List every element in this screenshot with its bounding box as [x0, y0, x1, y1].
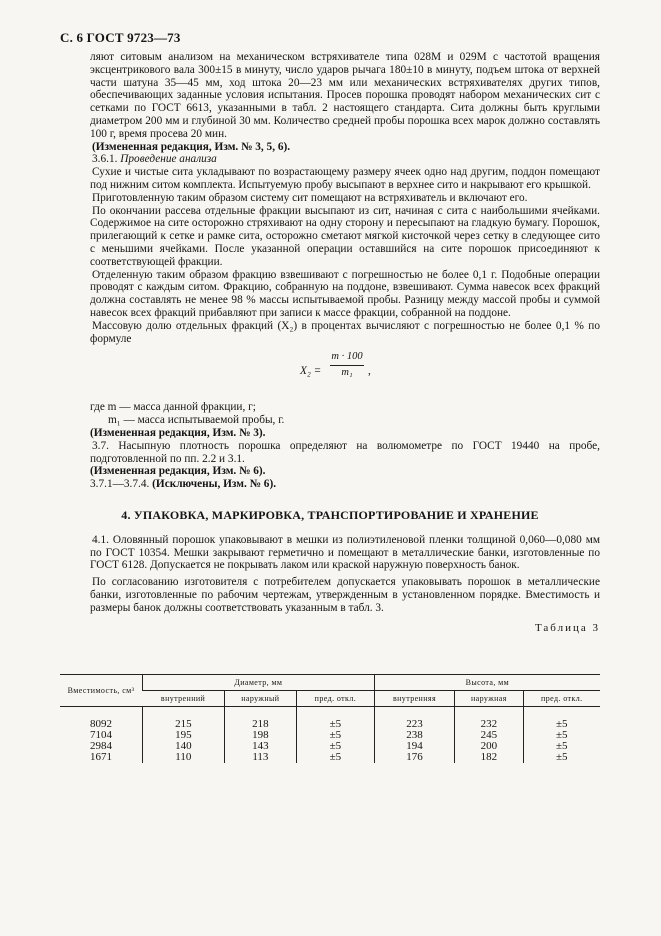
table-cell: ±5	[523, 707, 600, 731]
table-cell: 238	[374, 730, 454, 741]
table-cell: 194	[374, 741, 454, 752]
table-cell: 195	[143, 730, 225, 741]
subheader: внутренний	[143, 691, 225, 707]
paragraph: Массовую долю отдельных фракций (X₂) в процентах вычисляют с погрешностью не более 0,1 % по формуле	[90, 319, 600, 345]
table-cell: 110	[143, 752, 225, 763]
table-caption: Таблица 3	[534, 622, 600, 635]
table-cell: 223	[374, 707, 454, 731]
table-row	[60, 707, 600, 731]
formula-denominator: m₁	[341, 367, 353, 379]
paragraph: По согласованию изготовителя с потребителем допускается упаковывать порошок в металлические банки, изготовленные по рабочим чертежам, утвержденным в установленном порядке. Вместимость и размеры банок должны соответствовать указанным в табл. 3.	[90, 576, 600, 614]
paragraph: По окончании рассева отдельные фракции высыпают из сит, начиная с сита с наибольшими ячейками. Содержимое на сите осторожно стряхивают на одну сторону и пересыпают на гладкую бумагу. Порошок, прилегающий к сетке и рамке сита, осторожно сметают мягкой кисточкой через сетку в следующее сито с меньшими ячейками. После указанной операции оставшийся на сите порошок присоединяют к соответствующей фракции.	[90, 204, 600, 268]
subsection-title: Проведение анализа	[120, 153, 217, 166]
subheader: наружная	[455, 691, 523, 707]
excluded-note	[90, 478, 600, 491]
table-cell: 7104	[90, 729, 112, 741]
edit-note: (Измененная редакция, Изм. № 3, 5, 6).	[92, 140, 291, 153]
table-cell: ±5	[523, 741, 600, 752]
table-3	[60, 674, 600, 763]
table-cell: 200	[455, 741, 523, 752]
subheader: пред. откл.	[297, 691, 375, 707]
subheader: пред. откл.	[523, 691, 600, 707]
fraction-bar	[330, 365, 364, 366]
formula-fraction	[330, 351, 364, 380]
paragraph: ляют ситовым анализом на механическом встряхивателе типа 028М и 029М с частотой вращения эксцентрикового вала 300±15 в минуту, число ударов рычага 180±10 в минуту, подъем штока от верхней части шатуна 35—45 мм, ход штока 20—23 мм или механических встряхивателях других типов, обеспечивающих заданные условия испытания. Просев порошка проводят набором механических сит с сетками по ГОСТ 6613, указанными в табл. 2 настоящего стандарта. Сита должны быть круглыми диаметром 200 мм и глубиной 30 мм. Количество средней пробы порошка всех марок должно составлять 100 г, время просева 20 мин.	[90, 51, 600, 140]
table-cell: ±5	[297, 707, 375, 731]
excluded-items: 3.7.1—3.7.4.	[90, 478, 150, 491]
table-cell: 143	[224, 741, 296, 752]
table-cell: 245	[455, 730, 523, 741]
table-cell: 140	[143, 741, 225, 752]
header-capacity: Вместимость, см³	[60, 675, 143, 707]
where-line: m₁ — масса испытываемой пробы, г.	[108, 414, 285, 427]
formula	[90, 351, 600, 395]
subsection-number: 3.6.1.	[92, 153, 118, 166]
table-cell: 8092	[90, 718, 112, 730]
table-cell: 182	[455, 752, 523, 763]
section-title: 4. УПАКОВКА, МАРКИРОВКА, ТРАНСПОРТИРОВАНИЕ И ХРАНЕНИЕ	[121, 507, 539, 522]
where-line: где m — масса данной фракции, г;	[90, 401, 256, 414]
table-cell: 218	[224, 707, 296, 731]
paragraph: Отделенную таким образом фракцию взвешивают с погрешностью не более 0,1 г. Подобные операции проводят с каждым ситом. Фракцию, собранную на поддоне, взвешивают. Сумма навесок всех фракций должна составлять не менее 98 % массы испытываемой пробы. Разницу между массой пробы и суммой навесок всех фракций прибавляют при записи к массе фракции, собранной на поддоне.	[90, 268, 600, 319]
formula-tail: ,	[368, 365, 371, 378]
table-cell: 232	[455, 707, 523, 731]
subheader: наружный	[224, 691, 296, 707]
paragraph: 4.1. Оловянный порошок упаковывают в мешки из полиэтиленовой пленки толщиной 0,060—0,080 мм по ГОСТ 10354. Мешки закрывают герметично и помещают в металлические банки, изготовленные по ГОСТ 6128. Допускается не покрывать лаком или краской наружную поверхность банок.	[90, 533, 600, 572]
table-cell: ±5	[523, 752, 600, 763]
table-cell: 176	[374, 752, 454, 763]
subheader: внутренняя	[374, 691, 454, 707]
table-cell: 2984	[90, 740, 112, 752]
paragraph: 3.7. Насыпную плотность порошка определяют на волюмометре по ГОСТ 19440 на пробе, подготовленной по пп. 2.2 и 3.1.	[90, 439, 600, 465]
document-body	[90, 51, 600, 641]
table-cell: ±5	[297, 741, 375, 752]
excluded-label: (Исключены, Изм. № 6).	[152, 478, 277, 491]
table-cell: ±5	[297, 752, 375, 763]
table-cell: ±5	[523, 730, 600, 741]
page-header: С. 6 ГОСТ 9723—73	[60, 30, 181, 45]
formula-numerator: m · 100	[331, 351, 363, 363]
table-cell: ±5	[297, 730, 375, 741]
table-row	[60, 752, 600, 763]
paragraph: Сухие и чистые сита укладывают по возрастающему размеру ячеек одно над другим, поддон помещают под нижним ситом комплекта. Испытуемую пробу высыпают в верхнее сито и накрывают его крышкой.	[90, 166, 600, 191]
table-cell: 1671	[90, 751, 112, 763]
edit-note: (Измененная редакция, Изм. № 3).	[90, 426, 266, 439]
header-diameter: Диаметр, мм	[143, 675, 375, 691]
header-height: Высота, мм	[374, 675, 600, 691]
table-cell: 113	[224, 752, 296, 763]
formula-lhs: X₂ =	[300, 365, 322, 378]
edit-note: (Измененная редакция, Изм. № 6).	[90, 465, 266, 478]
table-cell: 215	[143, 707, 225, 731]
subsection-heading	[90, 153, 600, 166]
table-cell: 198	[224, 730, 296, 741]
paragraph: Приготовленную таким образом систему сит помещают на встряхиватель и включают его.	[92, 191, 528, 204]
